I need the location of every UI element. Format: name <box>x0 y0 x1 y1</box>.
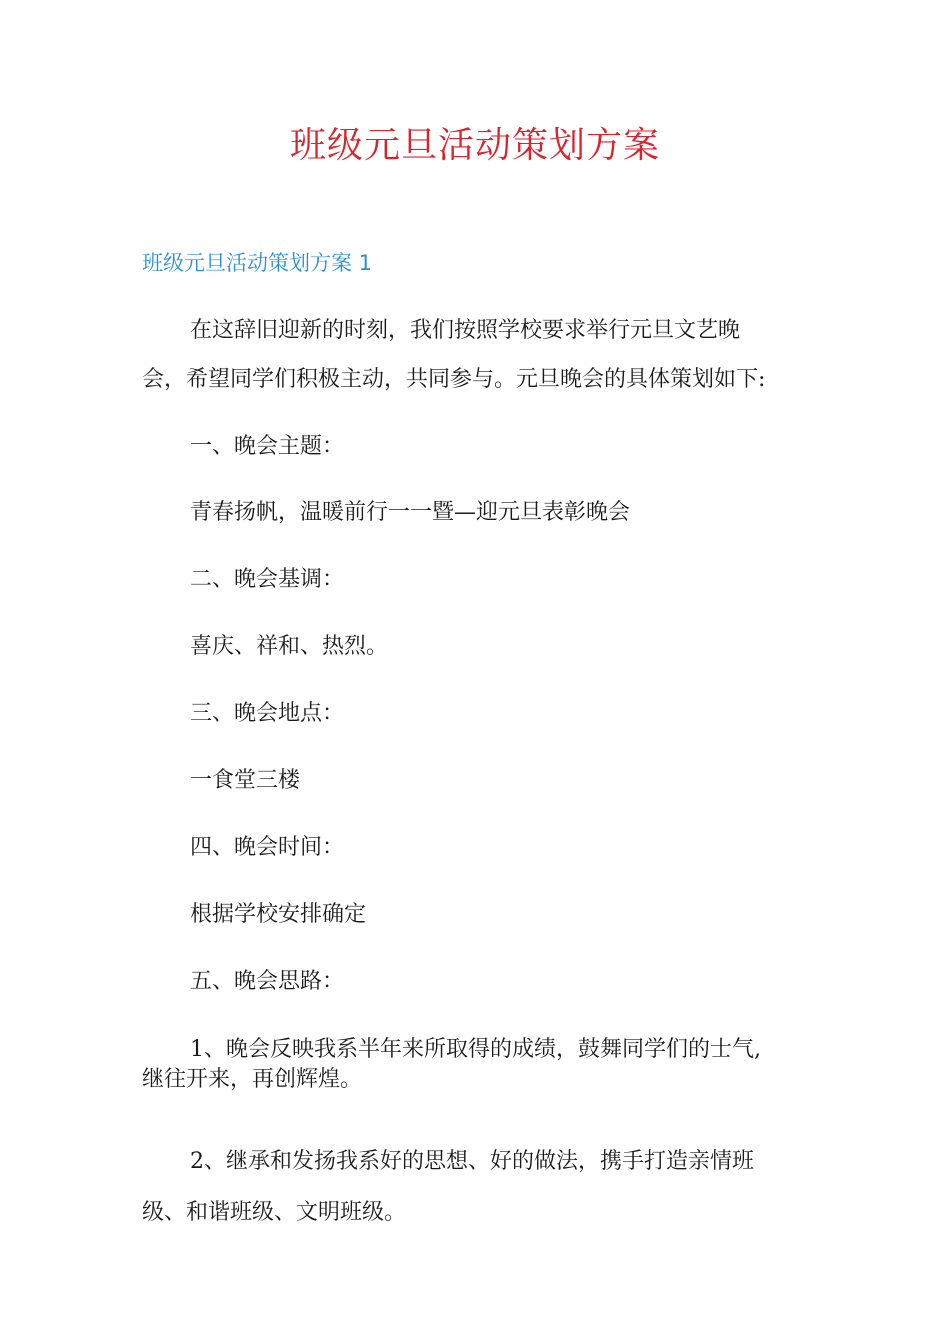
text-theme: 青春扬帆，温暖前行一一暨—迎元旦表彰晚会 <box>190 500 631 525</box>
list-item-2-line-2: 级、和谐班级、文明班级。 <box>142 1200 407 1225</box>
list-item-2-line-1: 2、继承和发扬我系好的思想、好的做法，携手打造亲情班 <box>190 1149 754 1174</box>
list-item-1-line-2: 继往开来，再创辉煌。 <box>142 1067 363 1092</box>
heading-approach: 五、晚会思路： <box>190 969 345 994</box>
heading-tone: 二、晚会基调： <box>190 567 345 592</box>
text-tone: 喜庆、祥和、热烈。 <box>190 634 389 659</box>
heading-time: 四、晚会时间： <box>190 835 345 860</box>
paragraph-intro-line-2: 会，希望同学们积极主动，共同参与。元旦晚会的具体策划如下: <box>142 367 766 392</box>
heading-theme: 一、晚会主题： <box>190 434 345 459</box>
section-heading: 班级元旦活动策划方案 1 <box>142 251 373 275</box>
list-item-1-line-1: 1、晚会反映我系半年来所取得的成绩，鼓舞同学们的士气, <box>190 1037 761 1062</box>
text-time: 根据学校安排确定 <box>190 902 367 927</box>
document-title: 班级元旦活动策划方案 <box>289 125 660 166</box>
text-location: 一食堂三楼 <box>190 768 301 793</box>
heading-location: 三、晚会地点： <box>190 701 345 726</box>
paragraph-intro-line-1: 在这辞旧迎新的时刻，我们按照学校要求举行元旦文艺晚 <box>190 318 741 343</box>
